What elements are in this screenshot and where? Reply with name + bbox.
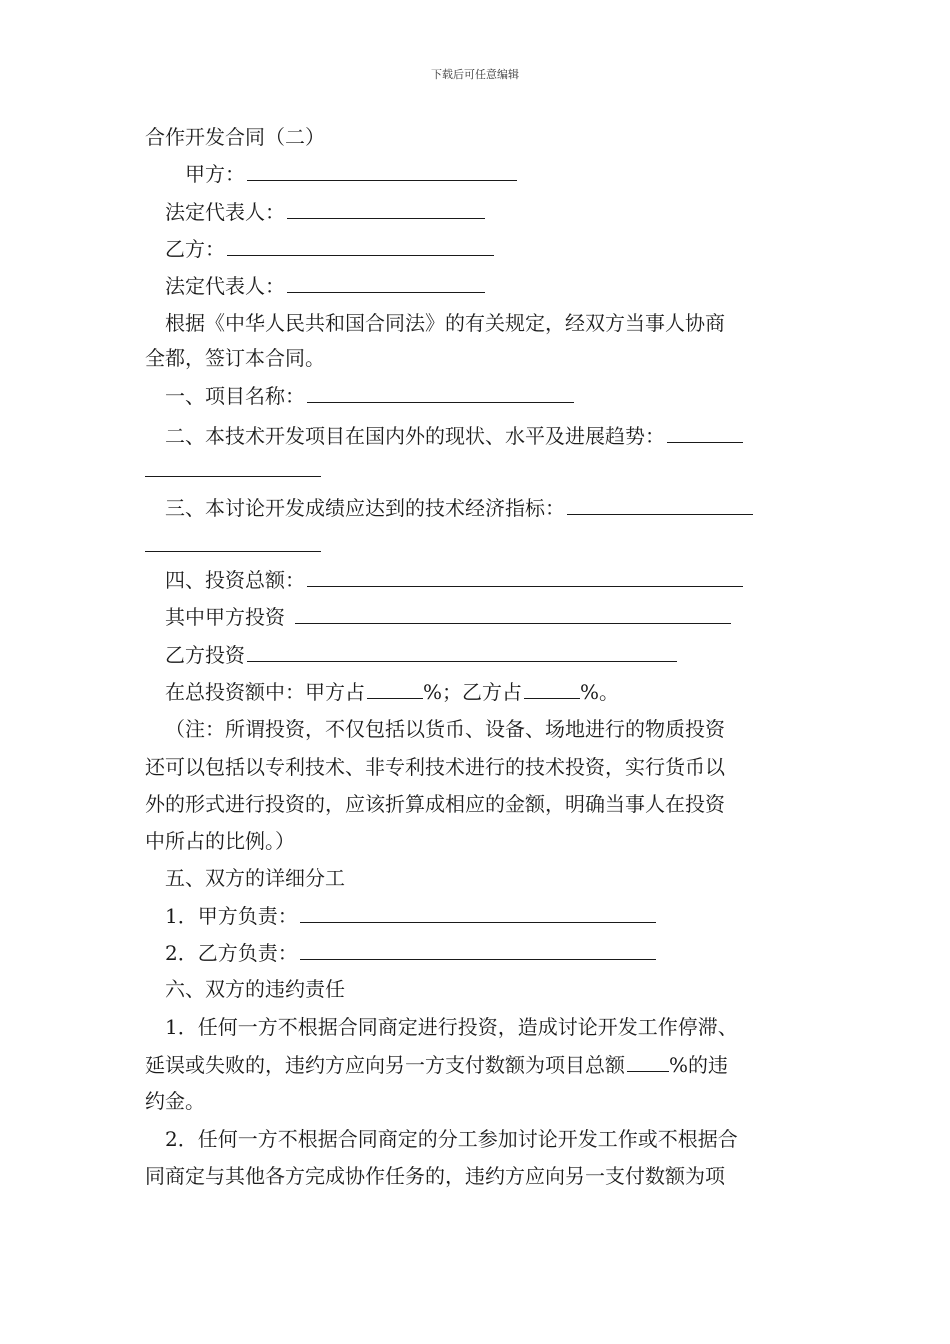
section-2-blank-cont[interactable]: [145, 475, 321, 477]
penalty-percent-blank[interactable]: [627, 1051, 669, 1072]
note-line-4: 中所占的比例。）: [145, 829, 295, 853]
party-b-duty-blank[interactable]: [300, 939, 656, 960]
note-line-3: 外的形式进行投资的，应该折算成相应的金额，明确当事人在投资: [145, 792, 725, 816]
party-b-investment-blank[interactable]: [247, 641, 677, 662]
section-3-line: [165, 494, 810, 521]
liability-1-line-2: [145, 1051, 810, 1078]
party-b-blank[interactable]: [227, 235, 494, 256]
party-a-duty-blank[interactable]: [300, 902, 656, 923]
party-a-investment-line: [165, 603, 830, 630]
party-b-label: 乙方：: [165, 237, 225, 261]
section-4-label: 四、投资总额：: [165, 568, 305, 592]
contract-title: 合作开发合同（二）: [145, 125, 325, 149]
party-a-investment-label: 其中甲方投资: [165, 605, 285, 629]
rep-b-line: [165, 272, 830, 299]
liability-2-line-1: 2．任何一方不根据合同商定的分工参加讨论开发工作或不根据合: [165, 1127, 738, 1151]
intro-line-2: 全都，签订本合同。: [145, 346, 325, 370]
party-b-investment-line: [165, 641, 830, 668]
section-4-line: [165, 566, 830, 593]
ratio-label-3: %。: [580, 680, 620, 704]
project-name-blank[interactable]: [307, 382, 574, 403]
note-line-2: 还可以包括以专利技术、非专利技术进行的技术投资，实行货币以: [145, 755, 725, 779]
rep-b-blank[interactable]: [287, 272, 485, 293]
ratio-label-1: 在总投资额中：甲方占: [165, 680, 365, 704]
section-1-line: [165, 382, 830, 409]
party-a-line: [185, 160, 850, 187]
party-a-ratio-blank[interactable]: [367, 678, 423, 699]
section-3-blank[interactable]: [567, 494, 753, 515]
party-a-duty-line: [165, 902, 830, 929]
section-3-blank-cont[interactable]: [145, 550, 321, 552]
liability-1-text: 延误或失败的，违约方应向另一方支付数额为项目总额: [145, 1053, 625, 1077]
note-line-1: （注：所谓投资，不仅包括以货币、设备、场地进行的物质投资: [165, 717, 725, 741]
section-2-line: [165, 422, 810, 449]
ratio-label-2: %；乙方占: [423, 680, 523, 704]
investment-total-blank[interactable]: [307, 566, 743, 587]
liability-1-text-end: %的违: [669, 1053, 729, 1077]
rep-a-blank[interactable]: [287, 198, 485, 219]
party-a-blank[interactable]: [247, 160, 517, 181]
party-b-duty-line: [165, 939, 830, 966]
section-3-label: 三、本讨论开发成绩应达到的技术经济指标：: [165, 496, 565, 520]
liability-1-line-3: 约金。: [145, 1089, 205, 1113]
section-1-label: 一、项目名称：: [165, 384, 305, 408]
rep-a-line: [165, 198, 830, 225]
party-a-investment-blank[interactable]: [295, 603, 731, 624]
section-6-heading: 六、双方的违约责任: [165, 977, 345, 1001]
party-a-label: 甲方：: [185, 162, 245, 186]
rep-a-label: 法定代表人：: [165, 200, 285, 224]
ratio-line: [165, 678, 830, 705]
liability-2-line-2: 同商定与其他各方完成协作任务的，违约方应向另一支付数额为项: [145, 1164, 725, 1188]
section-5-heading: 五、双方的详细分工: [165, 866, 345, 890]
party-b-investment-label: 乙方投资: [165, 643, 245, 667]
section-2-label: 二、本技术开发项目在国内外的现状、水平及进展趋势：: [165, 424, 665, 448]
party-a-duty-label: 1．甲方负责：: [165, 904, 298, 928]
party-b-duty-label: 2．乙方负责：: [165, 941, 298, 965]
party-b-line: [165, 235, 830, 262]
page-header: 下载后可任意编辑: [431, 68, 519, 81]
section-2-blank[interactable]: [667, 422, 743, 443]
intro-line-1: 根据《中华人民共和国合同法》的有关规定，经双方当事人协商: [165, 311, 725, 335]
liability-1-line-1: 1．任何一方不根据合同商定进行投资，造成讨论开发工作停滞、: [165, 1015, 738, 1039]
rep-b-label: 法定代表人：: [165, 274, 285, 298]
party-b-ratio-blank[interactable]: [524, 678, 580, 699]
